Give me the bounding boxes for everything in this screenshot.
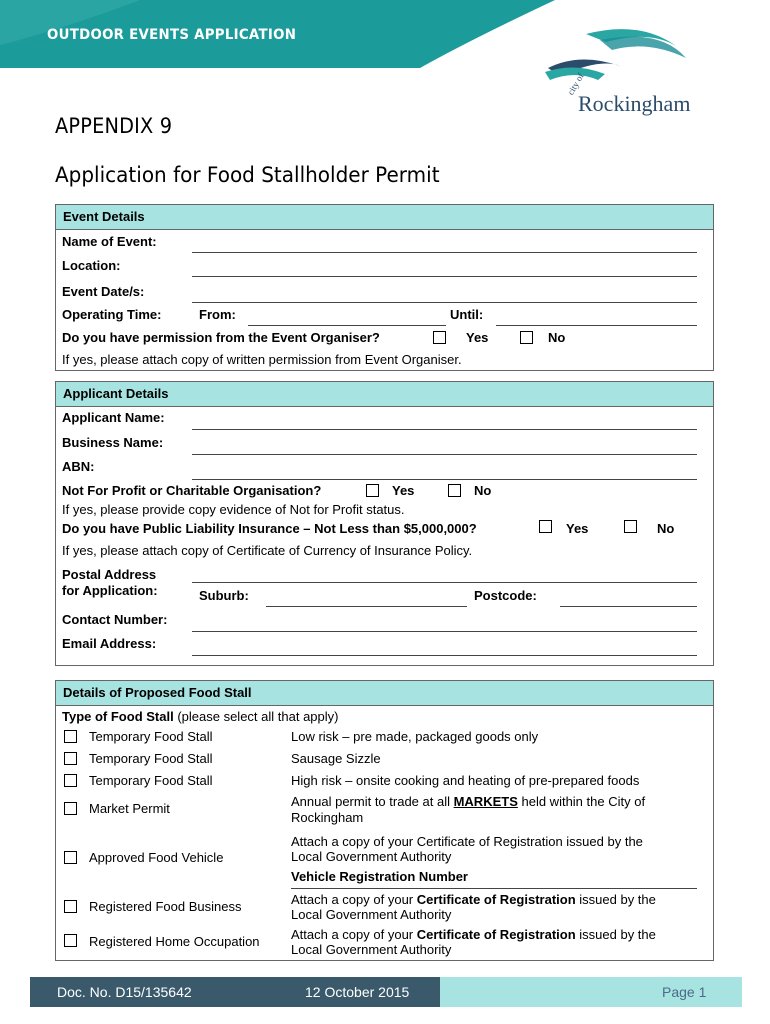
- event-name-label: Name of Event:: [62, 234, 157, 249]
- logo-city-of: city of: [565, 71, 586, 97]
- from-label: From:: [199, 307, 236, 322]
- home-occupation-desc: [291, 927, 656, 942]
- market-permit-checkbox[interactable]: [64, 802, 77, 815]
- food-business-label: Registered Food Business: [89, 899, 242, 914]
- insurance-yes-label: Yes: [566, 521, 589, 536]
- event-details-heading: Event Details: [56, 205, 713, 230]
- permission-yes-checkbox[interactable]: [433, 331, 446, 344]
- high-risk-stall-checkbox[interactable]: [64, 774, 77, 787]
- sausage-sizzle-label: Temporary Food Stall: [89, 751, 213, 766]
- vehicle-registration-label: Vehicle Registration Number: [291, 869, 468, 884]
- nfp-yes-checkbox[interactable]: [366, 484, 379, 497]
- home-occupation-cert: Certificate of Registration: [416, 927, 576, 942]
- food-vehicle-desc-2: Local Government Authority: [291, 849, 452, 864]
- stall-type-note: (please select all that apply): [177, 709, 339, 724]
- market-permit-desc-2: held within the City of: [517, 794, 646, 809]
- applicant-details-heading: Applicant Details: [56, 382, 713, 407]
- permission-question: Do you have permission from the Event Organiser?: [62, 330, 380, 345]
- home-occupation-desc-3: Local Government Authority: [291, 942, 452, 957]
- business-name-field[interactable]: [192, 454, 697, 455]
- market-permit-label: Market Permit: [89, 801, 170, 816]
- low-risk-stall-desc: Low risk – pre made, packaged goods only: [291, 729, 539, 744]
- event-name-field[interactable]: [192, 252, 697, 253]
- sausage-sizzle-checkbox[interactable]: [64, 752, 77, 765]
- stall-type-prompt: [62, 709, 338, 724]
- from-field[interactable]: [248, 325, 446, 326]
- food-vehicle-desc-1: Attach a copy of your Certificate of Registration issued by the: [291, 834, 643, 849]
- postal-address-field[interactable]: [192, 582, 697, 583]
- market-permit-desc-3: Rockingham: [291, 810, 364, 825]
- suburb-field[interactable]: [266, 606, 467, 607]
- low-risk-stall-checkbox[interactable]: [64, 730, 77, 743]
- contact-number-label: Contact Number:: [62, 612, 168, 627]
- food-stall-heading: Details of Proposed Food Stall: [56, 681, 713, 706]
- footer-page-number: Page 1: [662, 984, 707, 1000]
- insurance-no-checkbox[interactable]: [624, 520, 637, 533]
- until-field[interactable]: [496, 325, 697, 326]
- markets-emphasis: MARKETS: [453, 794, 518, 809]
- food-vehicle-label: Approved Food Vehicle: [89, 850, 224, 865]
- email-address-label: Email Address:: [62, 636, 157, 651]
- permission-no-label: No: [548, 330, 566, 345]
- food-business-cert: Certificate of Registration: [416, 892, 576, 907]
- applicant-name-label: Applicant Name:: [62, 410, 165, 425]
- nfp-note: If yes, please provide copy evidence of Not for Profit status.: [62, 502, 405, 517]
- food-vehicle-checkbox[interactable]: [64, 851, 77, 864]
- high-risk-stall-desc: High risk – onsite cooking and heating of pre-prepared foods: [291, 773, 640, 788]
- high-risk-stall-label: Temporary Food Stall: [89, 773, 213, 788]
- postcode-field[interactable]: [560, 606, 697, 607]
- footer-date: 12 October 2015: [305, 984, 410, 1000]
- nfp-yes-label: Yes: [392, 483, 415, 498]
- home-occupation-desc-1: Attach a copy of your: [291, 927, 417, 942]
- logo-rockingham: Rockingham: [578, 91, 691, 116]
- food-business-desc-2: issued by the: [575, 892, 656, 907]
- permission-yes-label: Yes: [466, 330, 489, 345]
- vehicle-registration-field[interactable]: [291, 888, 697, 889]
- permission-no-checkbox[interactable]: [520, 331, 533, 344]
- permission-note: If yes, please attach copy of written permission from Event Organiser.: [62, 352, 462, 367]
- suburb-label: Suburb:: [199, 588, 249, 603]
- nfp-question: Not For Profit or Charitable Organisation?: [62, 483, 322, 498]
- sausage-sizzle-desc: Sausage Sizzle: [291, 751, 381, 766]
- abn-field[interactable]: [192, 479, 697, 480]
- operating-time-label: Operating Time:: [62, 307, 162, 322]
- event-dates-field[interactable]: [192, 302, 697, 303]
- postal-address-label: Postal Address: [62, 567, 157, 582]
- abn-label: ABN:: [62, 459, 95, 474]
- insurance-no-label: No: [657, 521, 675, 536]
- low-risk-stall-label: Temporary Food Stall: [89, 729, 213, 744]
- nfp-no-label: No: [474, 483, 492, 498]
- header-title: OUTDOOR EVENTS APPLICATION: [47, 27, 297, 43]
- location-label: Location:: [62, 258, 121, 273]
- applicant-name-field[interactable]: [192, 429, 697, 430]
- business-name-label: Business Name:: [62, 435, 164, 450]
- stall-type-label: Type of Food Stall: [62, 709, 174, 724]
- insurance-question: Do you have Public Liability Insurance – Not Less than $5,000,000?: [62, 521, 477, 536]
- event-details-section: [55, 204, 714, 371]
- home-occupation-label: Registered Home Occupation: [89, 934, 260, 949]
- insurance-note: If yes, please attach copy of Certificate of Currency of Insurance Policy.: [62, 543, 473, 558]
- event-dates-label: Event Date/s:: [62, 284, 145, 299]
- email-address-field[interactable]: [192, 655, 697, 656]
- nfp-no-checkbox[interactable]: [448, 484, 461, 497]
- postcode-label: Postcode:: [474, 588, 537, 603]
- market-permit-desc-1: Annual permit to trade at all: [291, 794, 454, 809]
- food-business-checkbox[interactable]: [64, 900, 77, 913]
- contact-number-field[interactable]: [192, 631, 697, 632]
- home-occupation-checkbox[interactable]: [64, 934, 77, 947]
- page-title: Application for Food Stallholder Permit: [55, 163, 440, 188]
- until-label: Until:: [450, 307, 484, 322]
- food-business-desc-1: Attach a copy of your: [291, 892, 417, 907]
- home-occupation-desc-2: issued by the: [575, 927, 656, 942]
- location-field[interactable]: [192, 276, 697, 277]
- food-business-desc-3: Local Government Authority: [291, 907, 452, 922]
- food-business-desc: [291, 892, 656, 907]
- market-permit-desc: [291, 794, 645, 809]
- insurance-yes-checkbox[interactable]: [539, 520, 552, 533]
- postal-address-label-2: for Application:: [62, 583, 158, 598]
- footer-doc-number: Doc. No. D15/135642: [57, 984, 192, 1000]
- appendix-heading: APPENDIX 9: [55, 114, 173, 138]
